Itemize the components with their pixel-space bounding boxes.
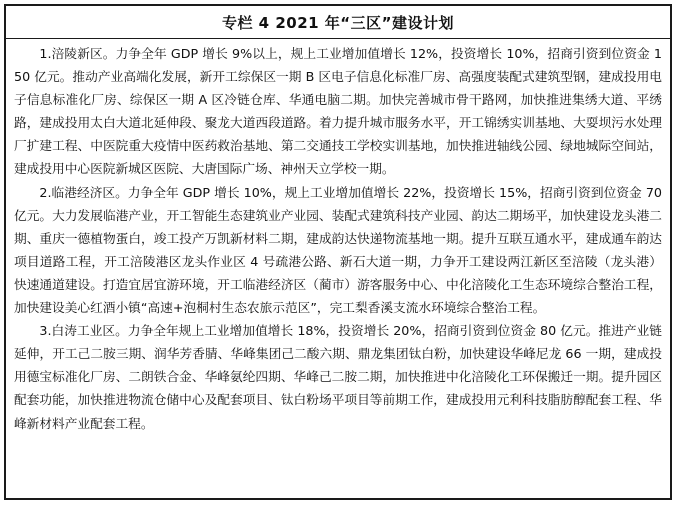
column-title: 专栏 4 2021 年“三区”建设计划 xyxy=(221,13,455,32)
paragraph-fuling-new-district: 1.涪陵新区。力争全年 GDP 增长 9%以上，规上工业增加值增长 12%，投资增长 10%，招商引资到位资金 150 亿元。推动产业高端化发展，新开工综保区一期 B 区电子信息化标准厂房、高强度装配式建筑型钢，建成投用电子信息标准化厂房、综保区一期 A 区冷链仓库、华通电脑二期。加快完善城市骨干路网，加快推进集绣大道、平绣路，建成投用太白大道北延伸段、聚龙大道西段道路。着力提升城市服务水平，开工锦绣实训基地、大耍坝污水处理厂扩建工程、中医院重大疫情中医药救治基地、第二交通技工学校实训基地，加快推进轴线公园、绿地城际空间站，建成投用中心医院新城区医院、大唐国际广场、神州天立学校一期。 xyxy=(14,46,662,177)
column-body xyxy=(6,39,670,435)
paragraph-baitao-industrial-zone: 3.白涛工业区。力争全年规上工业增加值增长 18%，投资增长 20%，招商引资到位资金 80 亿元。推进产业链延伸，开工己二胺三期、润华芳香腈、华峰集团己二酸六期、鼎龙集团钛白粉，加快建设华峰尼龙 66 一期，建成投用德宝标准化厂房、二朗铁合金、华峰氨纶四期、华峰己二胺二期，加快推进中化涪陵化工环保搬迁一期。提升园区配套功能，加快推进物流仓储中心及配套项目、钛白粉场平项目等前期工作，建成投用元利科技脂肪醇配套工程、华峰新材料产业配套工程。 xyxy=(14,323,662,431)
column-header xyxy=(6,6,670,39)
column-box xyxy=(4,4,672,500)
paragraph-port-economic-zone: 2.临港经济区。力争全年 GDP 增长 10%，规上工业增加值增长 22%，投资增长 15%，招商引资到位资金 70 亿元。大力发展临港产业，开工智能生态建筑业产业园、装配式建筑科技产业园、韵达二期场平，加快建设龙头港二期、重庆一德植物蛋白，竣工投产万凯新材料二期，建成韵达快递物流基地一期。提升互联互通水平，建成通车韵达项目道路工程，开工涪陵港区龙头作业区 4 号疏港公路、新石大道一期，力争开工建设两江新区至涪陵（龙头港）快速通道建设。打造宜居宜游环境，开工临港经济区（蔺市）游客服务中心、中化涪陵化工生态环境综合整治工程，加快建设美心红酒小镇“高速+泡桐村生态农旅示范区”，完工梨香溪支流水环境综合整治工程。 xyxy=(14,184,662,316)
